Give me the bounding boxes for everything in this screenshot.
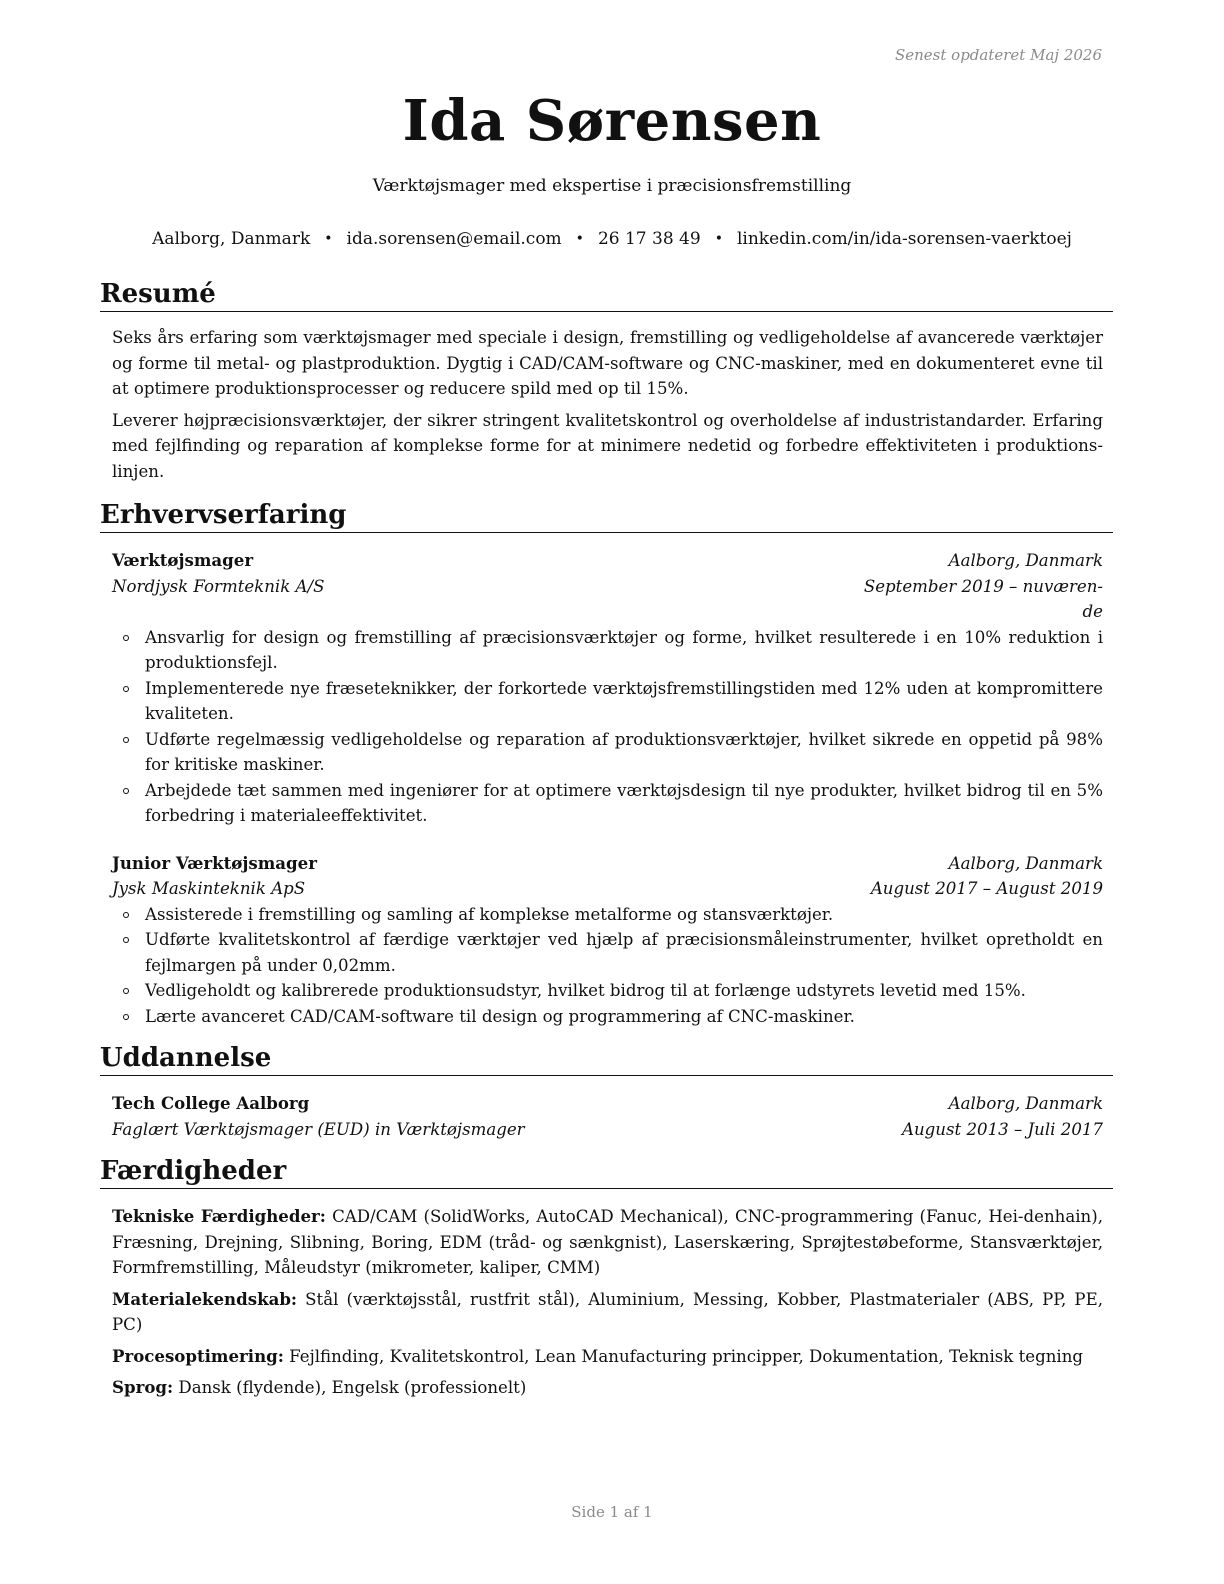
school-name: Tech College Aalborg [112,1093,310,1113]
job-company: Nordjysk Formteknik A/S [112,576,325,596]
skill-text: Fejlfinding, Kvalitetskontrol, Lean Manufacturing principper, Dokumentation, Teknisk tegning [289,1346,1084,1366]
skill-label: Tekniske Færdigheder: [112,1206,326,1226]
summary-paragraph: Leverer højpræcisionsværktøjer, der sikrer stringent kvalitetskontrol og overholdelse af industristandarder. Erfaring med fejlfinding og reparation af komplekse forme for at minimere nedetid og forbedre effektiviteten i produktions-linjen. [112,410,1103,481]
job-entry [112,851,1103,1030]
skills-section [100,1156,1113,1407]
summary-paragraph: Seks års erfaring som værktøjsmager med speciale i design, fremstilling og vedligeholdelse af avancerede værktøjer og forme til metal- og plastproduktion. Dygtig i CAD/CAM-software og CNC-maskiner, med en dokumenteret evne til at optimere produktionsprocesser og reducere spild med op til 15%. [112,328,1103,398]
last-updated: Senest opdateret Maj 2026 [894,46,1102,64]
job-dates: August 2017 – August 2019 [870,879,1103,898]
job-bullets [112,902,1103,1030]
candidate-name: Ida Sørensen [402,88,822,154]
school-location: Aalborg, Danmark [948,1094,1103,1113]
skill-group [112,1287,1103,1338]
page-number: Side 1 af 1 [571,1503,653,1521]
contact-phone: 26 17 38 49 [597,229,701,249]
education-entry [112,1091,1103,1142]
job-entry [112,548,1103,829]
list-item: Lærte avanceret CAD/CAM-software til design og programmering af CNC-maskiner. [145,1004,1103,1030]
job-company: Jysk Maskinteknik ApS [112,879,306,898]
tagline: Værktøjsmager med ekspertise i præcisionsfremstilling [372,176,852,196]
list-item: Arbejdede tæt sammen med ingeniører for at optimere værktøjsdesign til nye produkter, hvilket bidrog til en 5% forbedring i materialeeffektivitet. [145,778,1103,829]
separator-dot: • [324,231,333,247]
section-title: Færdigheder [100,1156,1113,1189]
list-item: Udførte regelmæssig vedligeholdelse og reparation af produktionsværktøjer, hvilket sikrede en oppetid på 98% for kritiske maskiner. [145,727,1103,778]
job-role: Junior Værktøjsmager [112,852,317,873]
degree: Faglært Værktøjsmager (EUD) in Værktøjsmager [112,1119,525,1139]
skill-label: Sprog: [112,1377,174,1397]
contact-location: Aalborg, Danmark [152,229,311,249]
contact-email[interactable]: ida.sorensen@email.com [346,229,562,249]
section-title: Erhvervserfaring [100,500,1113,533]
list-item: Ansvarlig for design og fremstilling af præcisionsværktøjer og forme, hvilket resulterede i en 10% reduktion i produktionsfejl. [145,625,1103,676]
skill-text: Dansk (flydende), Engelsk (professionelt) [178,1378,527,1397]
list-item: Assisterede i fremstilling og samling af komplekse metalforme og stansværktøjer. [145,902,1103,928]
job-dates: September 2019 – nuværen-de [863,576,1103,621]
contact-line [0,229,1224,249]
job-role: Værktøjsmager [112,550,254,570]
list-item: Implementerede nye fræseteknikker, der forkortede værktøjsfremstillingstiden med 12% uden at kompromittere kvaliteten. [145,676,1103,727]
section-title: Uddannelse [100,1043,1113,1076]
skill-group [112,1375,1103,1401]
separator-dot: • [575,231,584,247]
list-item: Vedligeholdt og kalibrerede produktionsudstyr, hvilket bidrog til at forlænge udstyrets levetid med 15%. [145,978,1103,1004]
job-location: Aalborg, Danmark [948,551,1103,570]
job-bullets [112,625,1103,829]
summary-section [100,279,1113,490]
skill-text: CAD/CAM (SolidWorks, AutoCAD Mechanical), CNC-programmering (Fanuc, Hei-denhain), Fræsning, Drejning, Slibning, Boring, EDM (tråd- og sænkgnist), Laserskæring, Sprøjtestøbeforme, Stansværktøjer, Formfremstilling, Måleudstyr (mikrometer, kaliper, CMM) [112,1207,1103,1277]
contact-linkedin[interactable]: linkedin.com/in/ida-sorensen-vaerktoej [736,229,1072,249]
skill-text: Stål (værktøjsstål, rustfrit stål), Aluminium, Messing, Kobber, Plastmaterialer (ABS, PP, PE, PC) [112,1289,1103,1334]
skill-label: Procesoptimering: [112,1345,284,1366]
list-item: Udførte kvalitetskontrol af færdige værktøjer ved hjælp af præcisionsmåleinstrumenter, hvilket opretholdt en fejlmargen på under 0,02mm. [145,927,1103,978]
section-title: Resumé [100,279,1113,312]
experience-section [100,500,1113,1029]
skill-group [112,1344,1103,1370]
skill-group [112,1204,1103,1281]
job-location: Aalborg, Danmark [948,853,1103,873]
education-section [100,1043,1113,1142]
separator-dot: • [714,231,723,247]
education-dates: August 2013 – Juli 2017 [902,1119,1103,1139]
skill-label: Materialekendskab: [112,1288,298,1309]
